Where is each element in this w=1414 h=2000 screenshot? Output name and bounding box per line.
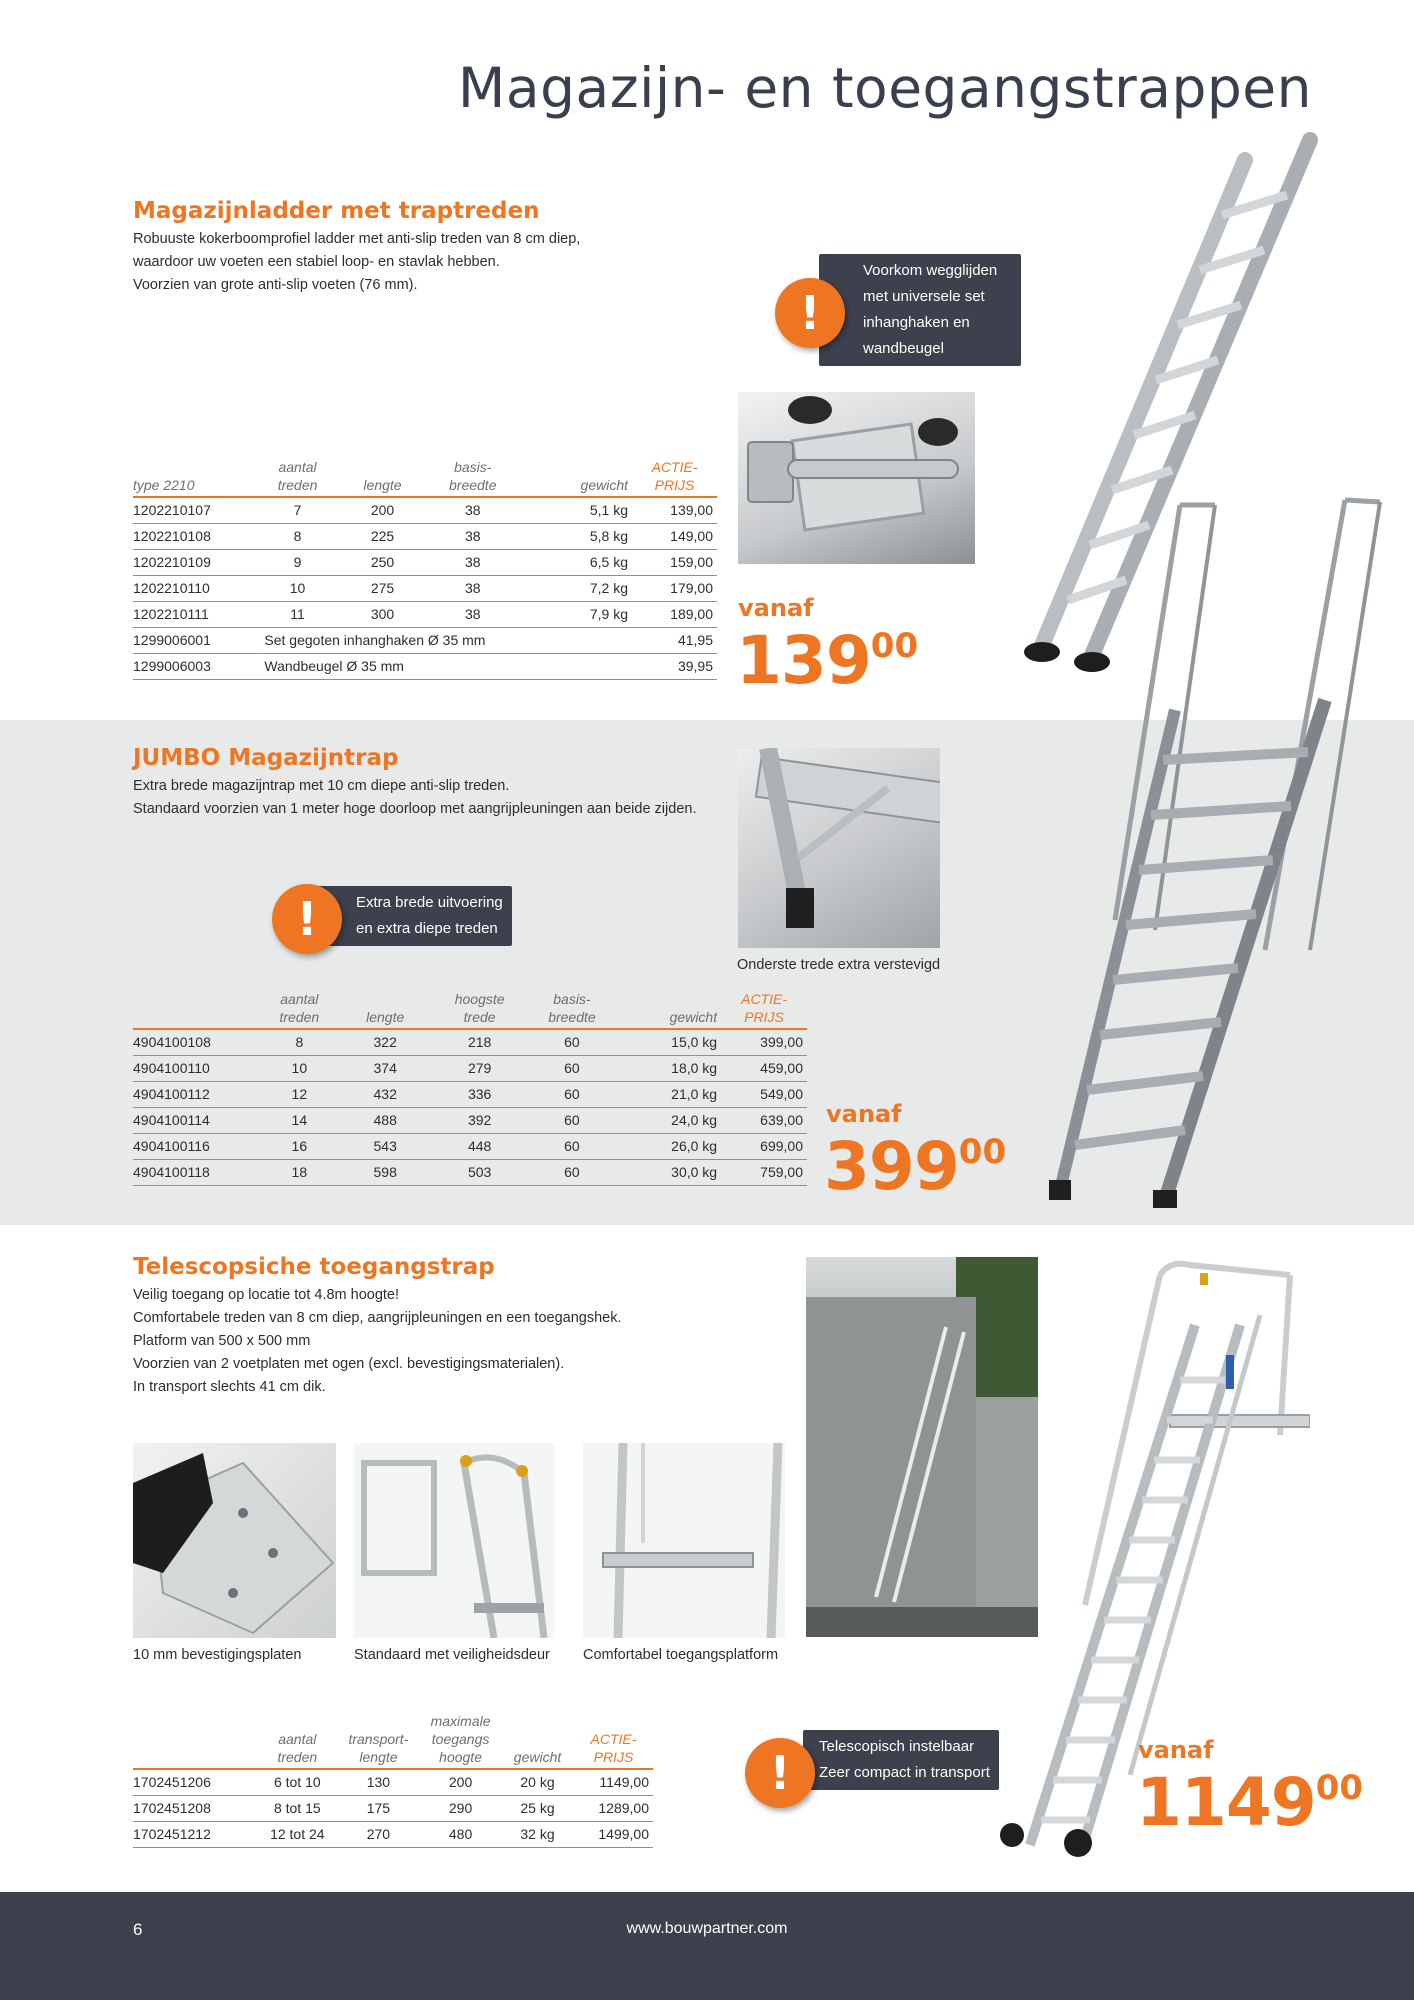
table-cell: 432 bbox=[337, 1081, 434, 1107]
callout-box bbox=[819, 254, 1021, 366]
photo-caption: 10 mm bevestigingsplaten bbox=[133, 1647, 302, 1663]
table-cell: 14 bbox=[262, 1107, 337, 1133]
description-line: waardoor uw voeten een stabiel loop- en stavlak hebben. bbox=[133, 254, 500, 270]
table-row bbox=[133, 1795, 653, 1821]
price-main: 1149 bbox=[1136, 1764, 1316, 1841]
table-cell: 1149,00 bbox=[574, 1769, 653, 1795]
table-cell: 149,00 bbox=[632, 523, 717, 549]
table-header: type 2210 bbox=[133, 458, 260, 497]
table-cell: 175 bbox=[337, 1795, 420, 1821]
product-table-magazijnladder bbox=[133, 458, 717, 680]
table-row bbox=[133, 1821, 653, 1847]
table-cell: 30,0 kg bbox=[618, 1159, 721, 1185]
table-row bbox=[133, 497, 717, 523]
table-cell: 503 bbox=[433, 1159, 525, 1185]
table-cell: 38 bbox=[430, 575, 515, 601]
table-cell: 38 bbox=[430, 601, 515, 627]
callout-line: inhanghaken en bbox=[863, 314, 970, 331]
photo-caption: Standaard met veiligheidsdeur bbox=[354, 1647, 550, 1663]
exclamation-icon: ! bbox=[775, 278, 845, 348]
table-cell: 200 bbox=[420, 1769, 501, 1795]
table-cell: 11 bbox=[260, 601, 334, 627]
section-title-magazijnladder: Magazijnladder met traptreden bbox=[133, 198, 540, 224]
table-header: basis- breedte bbox=[526, 990, 618, 1029]
table-cell: 1702451212 bbox=[133, 1821, 258, 1847]
description-line: Standaard voorzien van 1 meter hoge doorloop met aangrijpleuningen aan beide zijden. bbox=[133, 801, 697, 817]
table-cell: 15,0 kg bbox=[618, 1029, 721, 1055]
table-row bbox=[133, 549, 717, 575]
table-header: aantal treden bbox=[262, 990, 337, 1029]
table-cell: 322 bbox=[337, 1029, 434, 1055]
table-cell: 6,5 kg bbox=[515, 549, 632, 575]
section-title-telescopisch: Telescopsiche toegangstrap bbox=[133, 1254, 495, 1280]
table-header bbox=[133, 990, 262, 1029]
table-cell: 1702451208 bbox=[133, 1795, 258, 1821]
table-cell: 598 bbox=[337, 1159, 434, 1185]
description-line: Comfortabele treden van 8 cm diep, aangrijpleuningen en een toegangshek. bbox=[133, 1310, 622, 1326]
table-cell: 38 bbox=[430, 523, 515, 549]
table-cell: 16 bbox=[262, 1133, 337, 1159]
table-cell: 60 bbox=[526, 1159, 618, 1185]
callout-box bbox=[803, 1730, 999, 1790]
table-cell: 8 bbox=[262, 1029, 337, 1055]
callout-line: Extra brede uitvoering bbox=[356, 894, 503, 911]
table-cell: 7,9 kg bbox=[515, 601, 632, 627]
table-row bbox=[133, 1029, 807, 1055]
price-decimals: 00 bbox=[870, 626, 919, 666]
description-line: In transport slechts 41 cm dik. bbox=[133, 1379, 326, 1395]
table-cell: 448 bbox=[433, 1133, 525, 1159]
table-cell: 1702451206 bbox=[133, 1769, 258, 1795]
price-vanaf-label: vanaf bbox=[1138, 1736, 1214, 1764]
table-cell: 38 bbox=[430, 549, 515, 575]
description-line: Voorzien van grote anti-slip voeten (76 mm). bbox=[133, 277, 418, 293]
page-title: Magazijn- en toegangstrappen bbox=[457, 56, 1312, 120]
table-cell: 1289,00 bbox=[574, 1795, 653, 1821]
table-cell: 250 bbox=[335, 549, 431, 575]
table-cell: 12 bbox=[262, 1081, 337, 1107]
table-cell: 699,00 bbox=[721, 1133, 807, 1159]
safety-door-illustration bbox=[354, 1443, 554, 1638]
description-line: Extra brede magazijntrap met 10 cm diepe anti-slip treden. bbox=[133, 778, 510, 794]
footer-bar bbox=[0, 1892, 1414, 2000]
table-header-actieprijs: ACTIE- PRIJS bbox=[574, 1712, 653, 1769]
table-cell: 1202210108 bbox=[133, 523, 260, 549]
table-header: aantal treden bbox=[258, 1712, 337, 1769]
table-row bbox=[133, 1769, 653, 1795]
page-number: 6 bbox=[133, 1920, 143, 1939]
table-cell: 459,00 bbox=[721, 1055, 807, 1081]
description-line: Voorzien van 2 voetplaten met ogen (excl. bevestigingsmaterialen). bbox=[133, 1356, 565, 1372]
table-header: transport- lengte bbox=[337, 1712, 420, 1769]
table-row bbox=[133, 1107, 807, 1133]
table-cell: Wandbeugel Ø 35 mm bbox=[260, 653, 632, 679]
table-row bbox=[133, 575, 717, 601]
table-cell: 60 bbox=[526, 1055, 618, 1081]
mounting-plate-photo bbox=[133, 1443, 336, 1638]
table-cell: 21,0 kg bbox=[618, 1081, 721, 1107]
table-cell: 38 bbox=[430, 497, 515, 523]
table-cell: 543 bbox=[337, 1133, 434, 1159]
table-cell: 759,00 bbox=[721, 1159, 807, 1185]
table-header: gewicht bbox=[618, 990, 721, 1029]
table-row bbox=[133, 1133, 807, 1159]
table-cell: 218 bbox=[433, 1029, 525, 1055]
table-cell: 300 bbox=[335, 601, 431, 627]
platform-photo bbox=[583, 1443, 785, 1638]
description-line: Platform van 500 x 500 mm bbox=[133, 1333, 311, 1349]
product-table-telescopisch bbox=[133, 1712, 653, 1848]
table-header: gewicht bbox=[501, 1712, 574, 1769]
table-cell: 10 bbox=[260, 575, 334, 601]
table-cell: 12 tot 24 bbox=[258, 1821, 337, 1847]
callout-box bbox=[312, 886, 512, 946]
table-cell: 60 bbox=[526, 1107, 618, 1133]
price-decimals: 00 bbox=[958, 1132, 1007, 1172]
callout-line: met universele set bbox=[863, 288, 985, 305]
table-cell: 225 bbox=[335, 523, 431, 549]
table-cell: 1499,00 bbox=[574, 1821, 653, 1847]
section-description bbox=[133, 228, 580, 297]
table-cell: 1299006003 bbox=[133, 653, 260, 679]
price-telescopisch bbox=[1136, 1764, 1363, 1841]
section-title-jumbo: JUMBO Magazijntrap bbox=[133, 745, 399, 771]
table-cell: 9 bbox=[260, 549, 334, 575]
price-main: 399 bbox=[824, 1128, 959, 1205]
table-cell: 480 bbox=[420, 1821, 501, 1847]
table-cell: 4904100116 bbox=[133, 1133, 262, 1159]
table-cell: 6 tot 10 bbox=[258, 1769, 337, 1795]
table-header: gewicht bbox=[515, 458, 632, 497]
safety-door-photo bbox=[354, 1443, 554, 1638]
table-cell: 60 bbox=[526, 1133, 618, 1159]
price-vanaf-label: vanaf bbox=[826, 1100, 902, 1128]
table-cell: 639,00 bbox=[721, 1107, 807, 1133]
callout-line: en extra diepe treden bbox=[356, 920, 498, 937]
photo-caption: Onderste trede extra verstevigd bbox=[737, 957, 941, 973]
exclamation-icon: ! bbox=[745, 1738, 815, 1808]
description-line: Robuuste kokerboomprofiel ladder met anti-slip treden van 8 cm diep, bbox=[133, 231, 581, 247]
callout-line: Telescopisch instelbaar bbox=[819, 1738, 975, 1755]
table-row-accessory bbox=[133, 627, 717, 653]
table-cell: 4904100108 bbox=[133, 1029, 262, 1055]
table-cell: 1202210107 bbox=[133, 497, 260, 523]
table-header: aantal treden bbox=[260, 458, 334, 497]
price-magazijnladder bbox=[736, 622, 918, 699]
table-header bbox=[133, 1712, 258, 1769]
table-cell: 399,00 bbox=[721, 1029, 807, 1055]
table-cell: 189,00 bbox=[632, 601, 717, 627]
table-cell: 4904100112 bbox=[133, 1081, 262, 1107]
table-cell: 159,00 bbox=[632, 549, 717, 575]
table-cell: 130 bbox=[337, 1769, 420, 1795]
table-cell: 4904100110 bbox=[133, 1055, 262, 1081]
table-cell: 7 bbox=[260, 497, 334, 523]
table-cell: 275 bbox=[335, 575, 431, 601]
table-cell: 60 bbox=[526, 1081, 618, 1107]
table-cell: 25 kg bbox=[501, 1795, 574, 1821]
table-cell: 279 bbox=[433, 1055, 525, 1081]
table-cell: 7,2 kg bbox=[515, 575, 632, 601]
table-cell: 20 kg bbox=[501, 1769, 574, 1795]
description-line: Veilig toegang op locatie tot 4.8m hoogte! bbox=[133, 1287, 400, 1303]
table-cell: 24,0 kg bbox=[618, 1107, 721, 1133]
table-cell: 5,8 kg bbox=[515, 523, 632, 549]
table-cell: 1299006001 bbox=[133, 627, 260, 653]
table-cell: 336 bbox=[433, 1081, 525, 1107]
section-description bbox=[133, 775, 696, 821]
table-cell: 18 bbox=[262, 1159, 337, 1185]
table-row bbox=[133, 601, 717, 627]
table-cell: 1202210111 bbox=[133, 601, 260, 627]
table-cell: 374 bbox=[337, 1055, 434, 1081]
table-cell: 8 bbox=[260, 523, 334, 549]
hook-detail-illustration bbox=[738, 392, 975, 564]
table-cell: 4904100114 bbox=[133, 1107, 262, 1133]
mounting-plate-illustration bbox=[133, 1443, 336, 1638]
price-jumbo bbox=[824, 1128, 1006, 1205]
table-cell: 32 kg bbox=[501, 1821, 574, 1847]
table-row bbox=[133, 1055, 807, 1081]
table-header-actieprijs: ACTIE- PRIJS bbox=[721, 990, 807, 1029]
bottom-step-detail-photo bbox=[738, 748, 940, 948]
product-table-jumbo bbox=[133, 990, 807, 1186]
table-header: lengte bbox=[337, 990, 434, 1029]
callout-line: Zeer compact in transport bbox=[819, 1764, 990, 1781]
table-cell: Set gegoten inhanghaken Ø 35 mm bbox=[260, 627, 632, 653]
website-link[interactable]: www.bouwpartner.com bbox=[626, 1920, 788, 1937]
callout-line: wandbeugel bbox=[863, 340, 944, 357]
price-main: 139 bbox=[736, 622, 871, 699]
table-header: maximale toegangs hoogte bbox=[420, 1712, 501, 1769]
table-cell: 10 bbox=[262, 1055, 337, 1081]
price-decimals: 00 bbox=[1315, 1768, 1364, 1808]
bottom-step-illustration bbox=[738, 748, 940, 948]
table-cell: 549,00 bbox=[721, 1081, 807, 1107]
table-header: hoogste trede bbox=[433, 990, 525, 1029]
table-cell: 60 bbox=[526, 1029, 618, 1055]
ladder-photo-jumbo bbox=[1035, 490, 1395, 1210]
table-cell: 41,95 bbox=[632, 627, 717, 653]
price-vanaf-label: vanaf bbox=[738, 594, 814, 622]
table-cell: 392 bbox=[433, 1107, 525, 1133]
hook-detail-photo bbox=[738, 392, 975, 564]
table-row bbox=[133, 1159, 807, 1185]
section-description bbox=[133, 1284, 622, 1399]
table-header: lengte bbox=[335, 458, 431, 497]
table-cell: 5,1 kg bbox=[515, 497, 632, 523]
table-cell: 488 bbox=[337, 1107, 434, 1133]
table-header: basis- breedte bbox=[430, 458, 515, 497]
table-cell: 1202210109 bbox=[133, 549, 260, 575]
photo-caption: Comfortabel toegangsplatform bbox=[583, 1647, 779, 1663]
callout-line: Voorkom wegglijden bbox=[863, 262, 998, 279]
table-header-actieprijs: ACTIE- PRIJS bbox=[632, 458, 717, 497]
exclamation-icon: ! bbox=[272, 884, 342, 954]
table-cell: 179,00 bbox=[632, 575, 717, 601]
table-cell: 18,0 kg bbox=[618, 1055, 721, 1081]
table-cell: 270 bbox=[337, 1821, 420, 1847]
table-cell: 200 bbox=[335, 497, 431, 523]
platform-illustration bbox=[583, 1443, 785, 1638]
table-cell: 139,00 bbox=[632, 497, 717, 523]
table-row bbox=[133, 523, 717, 549]
table-cell: 39,95 bbox=[632, 653, 717, 679]
table-cell: 1202210110 bbox=[133, 575, 260, 601]
table-cell: 26,0 kg bbox=[618, 1133, 721, 1159]
table-cell: 290 bbox=[420, 1795, 501, 1821]
table-cell: 8 tot 15 bbox=[258, 1795, 337, 1821]
table-row-accessory bbox=[133, 653, 717, 679]
table-row bbox=[133, 1081, 807, 1107]
table-cell: 4904100118 bbox=[133, 1159, 262, 1185]
